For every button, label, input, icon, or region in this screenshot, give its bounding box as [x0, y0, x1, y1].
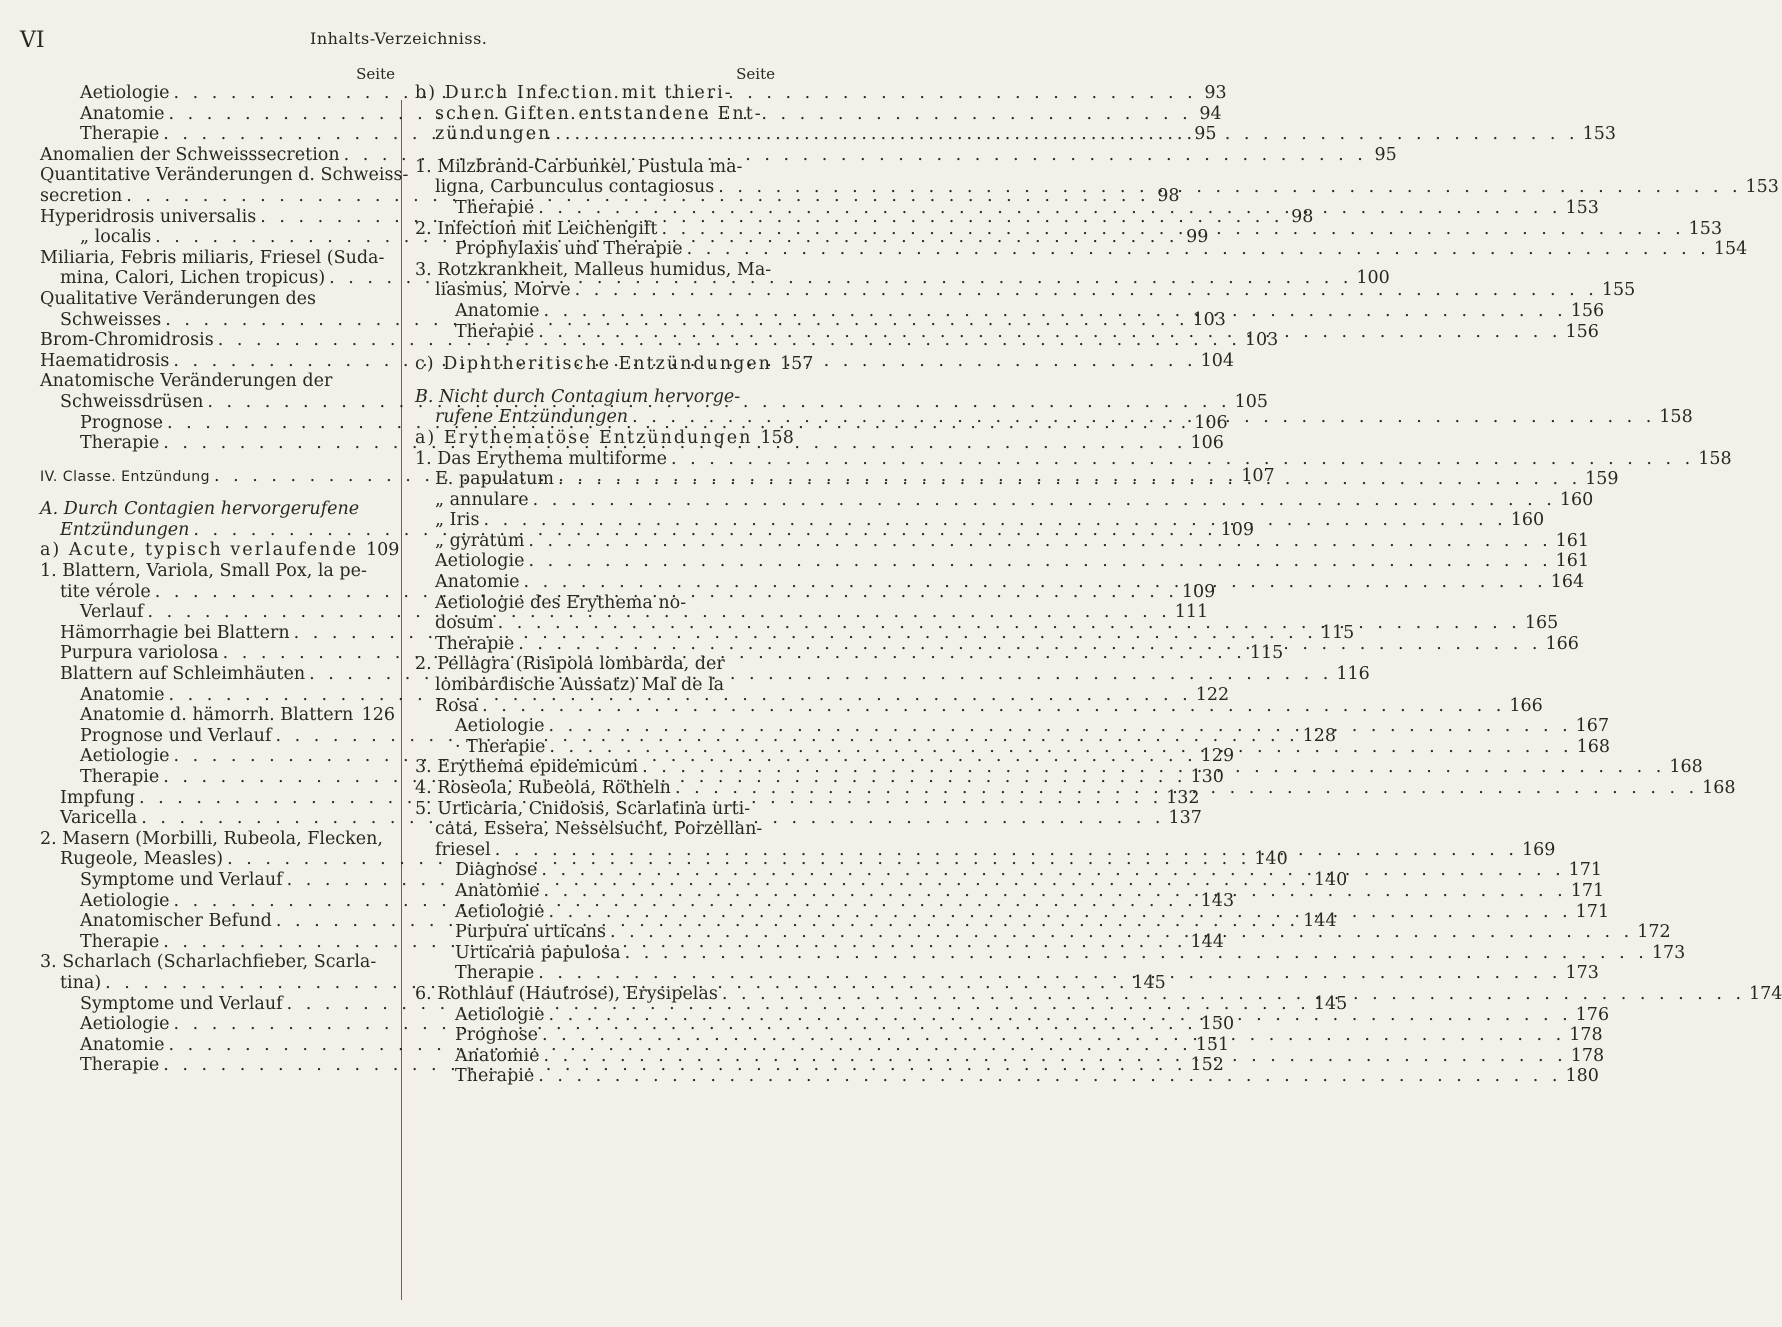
toc-entry-text: Anatomische Veränderungen der [40, 371, 333, 392]
toc-entry-text: Anatomie [80, 103, 165, 124]
toc-entry-text: lombardische Aussatz) Mal de la [435, 675, 725, 696]
toc-entry-text: Hämorrhagie bei Blattern [60, 622, 290, 643]
toc-entry-text: 5. Urticaria, Cnidosis, Scarlatina urti- [415, 798, 751, 819]
toc-entry-text: 3. Rotzkrankheit, Malleus humidus, Ma- [415, 259, 772, 280]
toc-entry-text: 4. Roseola, Rubeola, Rötheln [415, 778, 671, 798]
leader-dots [495, 840, 1518, 861]
toc-entry-page: 173 [1565, 963, 1599, 984]
toc-entry-text: Urticaria papulosa [455, 942, 621, 963]
toc-entry-page: 95 [1374, 144, 1397, 165]
toc-entry-page: 104 [1200, 350, 1234, 371]
leader-dots [548, 902, 1571, 923]
toc-entry-page: 153 [1745, 177, 1779, 198]
leader-dots [675, 778, 1698, 799]
toc-entry-page: 130 [1190, 767, 1224, 787]
toc-entry [40, 1014, 1235, 1035]
toc-entry-page: 100 [1356, 268, 1390, 289]
entry-gap [415, 342, 775, 354]
toc-entry-text: 1. Blattern, Variola, Small Pox, la pe- [40, 561, 367, 582]
toc-entry-text: rufene Entzündungen [435, 407, 629, 428]
leader-dots [538, 1066, 1561, 1087]
leader-dots [528, 531, 1551, 552]
toc-entry-text: Haematidrosis [40, 350, 170, 371]
leader-dots [498, 613, 1521, 634]
toc-entry-text: Symptome und Verlauf [80, 993, 283, 1014]
leader-dots [718, 177, 1741, 198]
leader-dots [548, 716, 1571, 737]
leader-dots [642, 757, 1665, 778]
leader-dots [542, 1025, 1565, 1046]
toc-entry-text: „ Iris [435, 510, 480, 531]
toc-entry-page: 178 [1569, 1025, 1603, 1046]
toc-entry-page: 169 [1521, 839, 1556, 860]
toc-entry-text: Aetiologie [455, 901, 545, 922]
toc-entry [415, 280, 1636, 301]
toc-entry-text: Therapie [80, 767, 160, 787]
entry-gap [40, 454, 395, 466]
toc-entry [40, 165, 409, 186]
toc-entry [40, 144, 1397, 166]
toc-entry-page: 140 [1254, 849, 1288, 870]
leader-dots [610, 922, 1633, 943]
toc-entry-text: E. papulatum [435, 469, 554, 490]
toc-entry [415, 387, 775, 408]
leader-dots [632, 407, 1655, 428]
leader-dots [538, 963, 1561, 984]
toc-entry-text: Therapie [80, 931, 160, 952]
toc-entry-text: 1. Milzbrand-Carbunkel, Pustula ma- [415, 156, 743, 177]
leader-dots [518, 634, 1541, 655]
toc-entry [40, 561, 395, 582]
toc-entry-page: 158 [760, 427, 794, 448]
toc-entry [40, 289, 395, 310]
toc-entry [415, 239, 1748, 260]
toc-entry [415, 354, 814, 375]
toc-entry-text: Schweisses [60, 309, 162, 330]
toc-entry-text: ligna, Carbunculus contagiosus [435, 177, 715, 198]
toc-entry-page: 156 [1570, 300, 1605, 321]
toc-entry-page: 165 [1524, 613, 1559, 634]
toc-entry-text: Prognose [455, 1025, 539, 1046]
toc-entry [415, 593, 775, 614]
leader-dots [558, 469, 1581, 490]
toc-entry-page: 167 [1575, 716, 1610, 737]
toc-entry-text: Aetiologie des Erythema no- [435, 592, 687, 613]
toc-entry-page: 168 [1702, 778, 1736, 798]
toc-entry-page: 128 [1302, 725, 1337, 746]
toc-entry-text: b) Durch Infection mit thieri- [415, 83, 733, 103]
toc-entry-text: 2. Infection mit Leichengift [415, 218, 658, 239]
leader-dots [548, 1005, 1571, 1026]
toc-entry-page: 161 [1555, 551, 1590, 572]
toc-entry-text: Aetiologie [455, 716, 545, 737]
toc-entry-page: 95 [1194, 124, 1217, 145]
toc-entry-page: 115 [1320, 622, 1355, 643]
toc-entry-page: 106 [1194, 412, 1228, 433]
entry-gap [415, 375, 775, 387]
toc-entry-page: 171 [1570, 880, 1605, 901]
toc-entry-page: 164 [1550, 572, 1585, 593]
toc-entry-page: 157 [779, 354, 814, 375]
toc-entry-text: zündungen [435, 124, 552, 145]
toc-entry-page: 94 [1199, 103, 1222, 124]
toc-entry [415, 489, 1594, 511]
leader-dots [722, 984, 1745, 1005]
toc-entry-page: 98 [1157, 185, 1180, 206]
leader-dots [528, 551, 1551, 572]
toc-entry-text: Aetiologie [80, 746, 170, 767]
leader-dots [543, 1046, 1566, 1067]
toc-entry-page: 160 [1510, 510, 1545, 531]
entry-gap [40, 487, 395, 499]
toc-entry-page: 132 [1166, 787, 1200, 808]
toc-entry-text: · Therapie [455, 736, 546, 757]
toc-entry-text: a) Erythematöse Entzündungen [415, 427, 753, 448]
toc-entry [415, 675, 775, 696]
toc-entry-page: 180 [1565, 1066, 1599, 1087]
toc-entry-text: Therapie [435, 633, 515, 654]
toc-entry-text: Hyperidrosis universalis [40, 206, 257, 227]
toc-entry-page: 173 [1651, 942, 1686, 963]
toc-entry-page: 129 [1200, 746, 1235, 767]
toc-entry-page: 98 [1291, 206, 1314, 227]
toc-entry-text: „ gyratum [435, 530, 525, 551]
toc-entry [415, 427, 794, 449]
toc-entry-text: Varicella [60, 808, 138, 829]
toc-entry-page: 144 [1303, 911, 1337, 932]
toc-entry [415, 448, 1732, 470]
entry-gap [415, 145, 775, 157]
toc-entry-page: 158 [1659, 407, 1693, 428]
leader-dots [538, 198, 1561, 219]
toc-entry [40, 248, 395, 269]
toc-entry-page: 158 [1698, 448, 1732, 469]
toc-entry-page: 109 [1181, 581, 1216, 602]
toc-entry [415, 83, 775, 104]
leader-dots [575, 280, 1598, 301]
toc-entry-page: 109 [365, 540, 400, 561]
toc-entry-text: Prophylaxis und Therapie [455, 239, 683, 260]
toc-entry-page: 154 [1713, 239, 1748, 260]
toc-entry-text: IV. Classe. Entzündung [40, 468, 210, 485]
toc-entry [415, 104, 775, 125]
toc-entry-text: 2. Masern (Morbilli, Rubeola, Flecken, [40, 828, 383, 849]
toc-entry-page: 174 [1749, 983, 1782, 1004]
toc-entry-text: tite vérole [60, 581, 151, 602]
toc-entry-text: Therapie [455, 197, 535, 218]
toc-entry-text: Blattern auf Schleimhäuten [60, 664, 306, 685]
toc-entry-text: Aetiologie [80, 890, 170, 911]
leader-dots [538, 322, 1561, 343]
toc-entry-text: Anatomie [455, 1045, 540, 1066]
seite-label: Seite [356, 65, 395, 83]
toc-entry-text: Entzündungen [60, 519, 190, 540]
toc-entry-page: 137 [1168, 808, 1202, 829]
toc-entry-page: 172 [1637, 922, 1671, 943]
toc-entry-text: Anatomie [455, 880, 540, 901]
toc-entry-page: 171 [1575, 901, 1610, 922]
toc-entry-text: tina) [60, 972, 102, 993]
toc-entry-text: B. Nicht durch Contagium hervorge- [415, 386, 741, 407]
toc-entry [415, 695, 1543, 717]
toc-entry-text: 6. Rothlauf (Hautrose), Erysipelas [415, 983, 718, 1004]
leader-dots [533, 490, 1556, 511]
toc-entry-text: Anatomischer Befund [80, 911, 272, 932]
toc-entry-text: „ localis [80, 227, 152, 248]
toc-entry-page: 153 [1582, 124, 1616, 145]
toc-entry-page: 168 [1576, 736, 1611, 757]
toc-entry-text: A. Durch Contagien hervorgerufene [40, 499, 360, 520]
toc-entry-page: 93 [1204, 83, 1227, 103]
toc-entry-text: schen Giften entstandene Ent- [435, 103, 763, 124]
leader-dots [543, 881, 1566, 902]
leader-dots [661, 219, 1684, 240]
toc-entry-text: Prognose [80, 412, 164, 433]
toc-entry-page: 111 [1174, 602, 1209, 623]
toc-entry-page: 116 [1336, 664, 1370, 685]
toc-entry-text: cata, Essera, Nesselsucht, Porzellan- [435, 819, 763, 840]
leader-dots [523, 572, 1546, 593]
toc-entry [415, 1066, 1599, 1087]
toc-entry [40, 371, 395, 392]
leader-dots [555, 124, 1578, 145]
toc-entry-text: a) Acute, typisch verlaufende [40, 540, 358, 561]
toc-entry-text: Quantitative Veränderungen d. Schweiss- [40, 165, 409, 186]
toc-entry-page: 99 [1186, 227, 1209, 248]
toc-entry-text: dosum [435, 613, 494, 634]
toc-entry [415, 819, 775, 840]
toc-entry-page: 176 [1575, 1004, 1610, 1025]
toc-entry-text: c) Diphtheritische Entzündungen [415, 354, 772, 375]
toc-entry [415, 530, 1590, 552]
toc-entry-text: Aetiologie [455, 1004, 545, 1025]
leader-dots [549, 737, 1572, 758]
leader-dots [482, 696, 1505, 717]
seite-label: Seite [736, 65, 775, 83]
toc-entry-page: 122 [1195, 684, 1230, 705]
toc-entry-page: 166 [1509, 695, 1543, 716]
toc-entry-text: Verlauf [80, 602, 144, 623]
toc-entry-page: 155 [1601, 280, 1636, 301]
toc-entry [415, 799, 775, 820]
toc-entry-text: Rosa [435, 695, 479, 716]
toc-entry-text: Anomalien der Schweisssecretion [40, 144, 340, 165]
toc-entry-page: 145 [1313, 993, 1348, 1014]
toc-entry-page: 160 [1559, 489, 1594, 510]
toc-entry-text: Therapie [80, 1055, 160, 1076]
toc-entry-text: Symptome und Verlauf [80, 869, 283, 890]
toc-entry-text: Rugeole, Measles) [60, 849, 224, 870]
toc-entry-text: friesel [435, 839, 491, 860]
toc-entry-page: 106 [1190, 433, 1224, 454]
toc-entry-page: 178 [1570, 1045, 1605, 1066]
toc-entry-page: 143 [1200, 890, 1235, 911]
toc-entry [415, 551, 1590, 572]
toc-entry-text: Qualitative Veränderungen des [40, 288, 317, 309]
toc-entry-page: 150 [1200, 1014, 1235, 1035]
toc-entry-page: 153 [1565, 197, 1599, 218]
toc-entry-text: 3. Erythema epidemicum [415, 757, 639, 778]
toc-entry-page: 168 [1669, 757, 1703, 778]
toc-entry-text: 3. Scharlach (Scharlachfieber, Scarla- [40, 952, 377, 973]
toc-entry [40, 540, 400, 561]
toc-entry-text: Diagnose [455, 860, 538, 881]
toc-entry-text: 1. Das Erythema multiforme [415, 448, 667, 469]
running-title: Inhalts-Verzeichniss. [310, 29, 488, 48]
toc-entry [415, 260, 775, 281]
toc-entry-text: 2. Pellagra (Risipola lombarda, der [415, 654, 725, 675]
toc-entry-page: 144 [1190, 931, 1224, 952]
toc-entry-page: 156 [1565, 321, 1599, 342]
leader-dots [484, 510, 1507, 531]
toc-entry [40, 499, 395, 520]
toc-entry-text: Therapie [455, 1066, 535, 1087]
toc-entry-text: Anatomie [455, 300, 540, 321]
toc-entry [415, 942, 1686, 964]
toc-entry-page: 171 [1568, 860, 1603, 881]
toc-entry-page: 103 [1244, 330, 1279, 351]
toc-entry [40, 829, 395, 850]
toc-entry-text: mina, Calori, Lichen tropicus) [60, 268, 326, 289]
toc-entry [40, 705, 395, 726]
toc-entry-text: Brom-Chromidrosis [40, 330, 214, 351]
toc-entry-text: Aetiologie [80, 83, 170, 103]
toc-entry-text: Anatomie [80, 1034, 165, 1055]
toc-entry-text: Therapie [455, 963, 535, 984]
toc-entry-page: 126 [361, 705, 395, 726]
toc-entry-page: 115 [1249, 643, 1284, 664]
toc-entry-text: Anatomie d. hämorrh. Blattern [80, 705, 354, 726]
toc-entry [415, 157, 775, 178]
leader-dots [671, 449, 1694, 470]
toc-entry-page: 140 [1313, 869, 1348, 890]
toc-entry-text: Impfung [60, 787, 135, 808]
leader-dots [625, 943, 1648, 964]
toc-entry-text: Anatomie [435, 572, 520, 593]
toc-entry-text: Purpura urticans [455, 922, 606, 943]
toc-entry-text: Prognose und Verlauf [80, 725, 272, 746]
toc-entry-page: 107 [1241, 465, 1275, 486]
toc-entry-page: 105 [1234, 391, 1269, 412]
toc-entry-text: secretion [40, 185, 123, 206]
leader-dots [541, 860, 1564, 881]
toc-entry-page: 166 [1545, 633, 1579, 654]
leader-dots [687, 239, 1710, 260]
toc-entry-page: 151 [1195, 1034, 1230, 1055]
toc-entry-page: 103 [1192, 309, 1226, 330]
toc-entry-page: 161 [1555, 530, 1590, 551]
toc-entry-text: Therapie [80, 124, 160, 145]
toc-entry [415, 654, 775, 675]
leader-dots [543, 301, 1566, 322]
toc-entry-text: Aetiologie [435, 551, 525, 572]
toc-entry-page: 159 [1585, 469, 1619, 490]
toc-entry-page: 152 [1190, 1055, 1224, 1076]
toc-entry-text: Aetiologie [80, 1014, 170, 1035]
toc-entry-text: Therapie [80, 433, 160, 454]
toc-entry-page: 109 [1220, 519, 1255, 540]
toc-entry-page: 153 [1688, 218, 1723, 239]
toc-entry-text: Schweissdrüsen [60, 391, 204, 412]
toc-entry-page: 145 [1132, 972, 1166, 993]
toc-entry [40, 952, 395, 973]
toc-entry-text: „ annulare [435, 489, 529, 510]
toc-entry-text: Anatomie [80, 684, 165, 705]
toc-entry-text: Miliaria, Febris miliaris, Friesel (Suda- [40, 247, 385, 268]
toc-entry-text: liasmus, Morve [435, 280, 571, 301]
toc-entry-text: Purpura variolosa [60, 643, 219, 664]
toc-entry-text: Therapie [455, 321, 535, 342]
page-number: VI [20, 28, 45, 53]
